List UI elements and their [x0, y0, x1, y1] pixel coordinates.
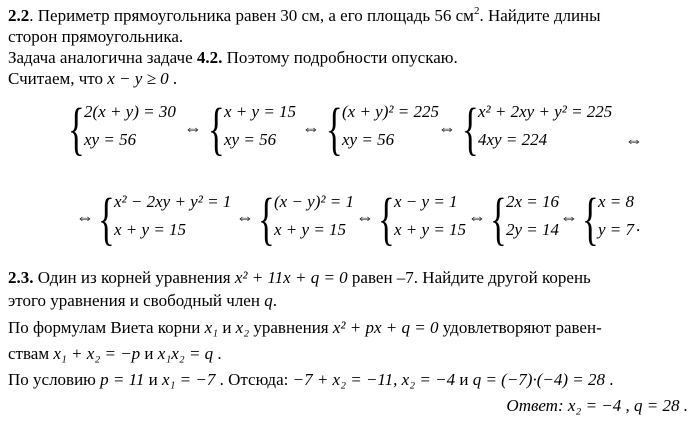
brace-icon: {	[582, 186, 599, 251]
text: равен –7. Найдите другой корень	[347, 268, 591, 287]
system-eq-top: x² + 2xy + y² = 225	[478, 102, 613, 121]
system-4	[462, 96, 642, 161]
equivalence-icon: ⇔	[438, 118, 456, 138]
system-eq-bottom: 4xy = 224	[478, 130, 548, 149]
brace-icon: {	[208, 96, 225, 161]
problem-2-3-line5	[8, 370, 613, 390]
equation: −7 + x₂ = −11, x₂ = −4	[292, 370, 456, 389]
brace-icon: {	[378, 186, 395, 251]
text: .	[213, 344, 222, 363]
system-eq-bottom: xy = 56	[342, 130, 395, 149]
problem-text: . Периметр прямоугольника равен 30 см, а его площадь 56 см	[29, 6, 474, 25]
variable: x₂	[235, 318, 250, 337]
system-3	[326, 96, 456, 161]
problem-2-2-line2: сторон прямоугольника.	[8, 27, 184, 46]
equivalence-icon: ⇔	[625, 130, 643, 150]
equation: x₁x₂ = q	[157, 344, 214, 363]
system-eq-bottom: 2y = 14	[506, 220, 560, 239]
text: .	[272, 291, 277, 310]
system-eq-top: 2x = 16	[506, 192, 560, 211]
equation: p = 11	[100, 370, 145, 389]
text: Поэтому подробности опускаю.	[222, 48, 458, 67]
system-eq-bottom: xy = 56	[84, 130, 137, 149]
equivalence-icon: ⇔	[302, 118, 320, 138]
equivalence-icon: ⇔	[356, 207, 374, 227]
text: Считаем, что	[8, 69, 108, 88]
text: По формулам Виета корни	[8, 318, 205, 337]
equation: x² + px + q = 0	[332, 318, 439, 337]
system-eq-top: x + y = 15	[224, 102, 297, 121]
system-5	[98, 186, 258, 251]
problem-2-3-line1	[8, 268, 591, 288]
equation: x₁ = −7	[161, 370, 216, 389]
system-eq-top: x − y = 1	[394, 192, 458, 211]
brace-icon: {	[258, 186, 275, 251]
problem-2-3-line4	[8, 344, 222, 364]
problem-2-3-line2	[8, 291, 277, 311]
system-eq-bottom: xy = 56	[224, 130, 277, 149]
brace-icon: {	[98, 186, 115, 251]
variable: q	[264, 291, 273, 310]
equivalence-icon: ⇔	[76, 207, 94, 227]
system-1	[68, 96, 188, 161]
superscript: 2	[473, 5, 480, 17]
system-eq-bottom: y = 7	[598, 220, 635, 239]
text: уравнения	[249, 318, 333, 337]
answer-text: : x₂ = −4 , q = 28 .	[557, 396, 688, 415]
system-eq-bottom: x + y = 15	[114, 220, 187, 239]
problem-2-3-line3	[8, 318, 602, 338]
variable: x₁	[204, 318, 219, 337]
equation: x₁ + x₂ = −p	[53, 344, 141, 363]
equation: q = (−7)·(−4) = 28	[472, 370, 605, 389]
system-eq-top: x = 8	[598, 192, 635, 211]
text: Один из корней уравнения	[33, 268, 235, 287]
text: Задача аналогична задаче	[8, 48, 197, 67]
text: удовлетворяют равен-	[438, 318, 602, 337]
problem-2-2-line3	[8, 48, 458, 68]
text: .	[604, 370, 614, 389]
system-eq-top: (x + y)² = 225	[342, 102, 439, 121]
problem-2-2-line1	[8, 6, 601, 26]
equivalence-icon: ⇔	[560, 207, 578, 227]
system-eq-bottom: x + y = 15	[394, 220, 467, 239]
problem-reference: 4.2.	[196, 48, 223, 67]
problem-number: 2.2	[8, 6, 30, 25]
answer-line	[506, 396, 688, 416]
inequality: x − y ≥ 0	[107, 69, 169, 88]
text: этого уравнения и свободный член	[8, 291, 265, 310]
system-6	[258, 186, 368, 251]
period: .	[636, 216, 641, 235]
system-9	[582, 186, 652, 251]
text: и	[455, 370, 473, 389]
system-eq-top: 2(x + y) = 30	[84, 102, 176, 121]
problem-text-end: . Найдите длины	[479, 6, 601, 25]
equivalence-icon: ⇔	[468, 207, 486, 227]
problem-number: 2.3.	[8, 268, 34, 287]
text: ствам	[8, 344, 54, 363]
text: .	[168, 69, 178, 88]
text: и	[218, 318, 236, 337]
equivalence-icon: ⇔	[236, 207, 254, 227]
text: и	[144, 370, 162, 389]
text: По условию	[8, 370, 101, 389]
problem-2-2-line4	[8, 69, 177, 89]
brace-icon: {	[490, 186, 507, 251]
text: и	[140, 344, 158, 363]
system-eq-top: x² − 2xy + y² = 1	[114, 192, 232, 211]
system-eq-top: (x − y)² = 1	[274, 192, 354, 211]
answer-label: Ответ	[506, 396, 558, 415]
system-8	[490, 186, 570, 251]
brace-icon: {	[326, 96, 343, 161]
system-eq-bottom: x + y = 15	[274, 220, 347, 239]
equation: x² + 11x + q = 0	[234, 268, 348, 287]
brace-icon: {	[462, 96, 479, 161]
text: . Отсюда:	[215, 370, 293, 389]
brace-icon: {	[68, 96, 85, 161]
equivalence-icon: ⇔	[184, 118, 202, 138]
